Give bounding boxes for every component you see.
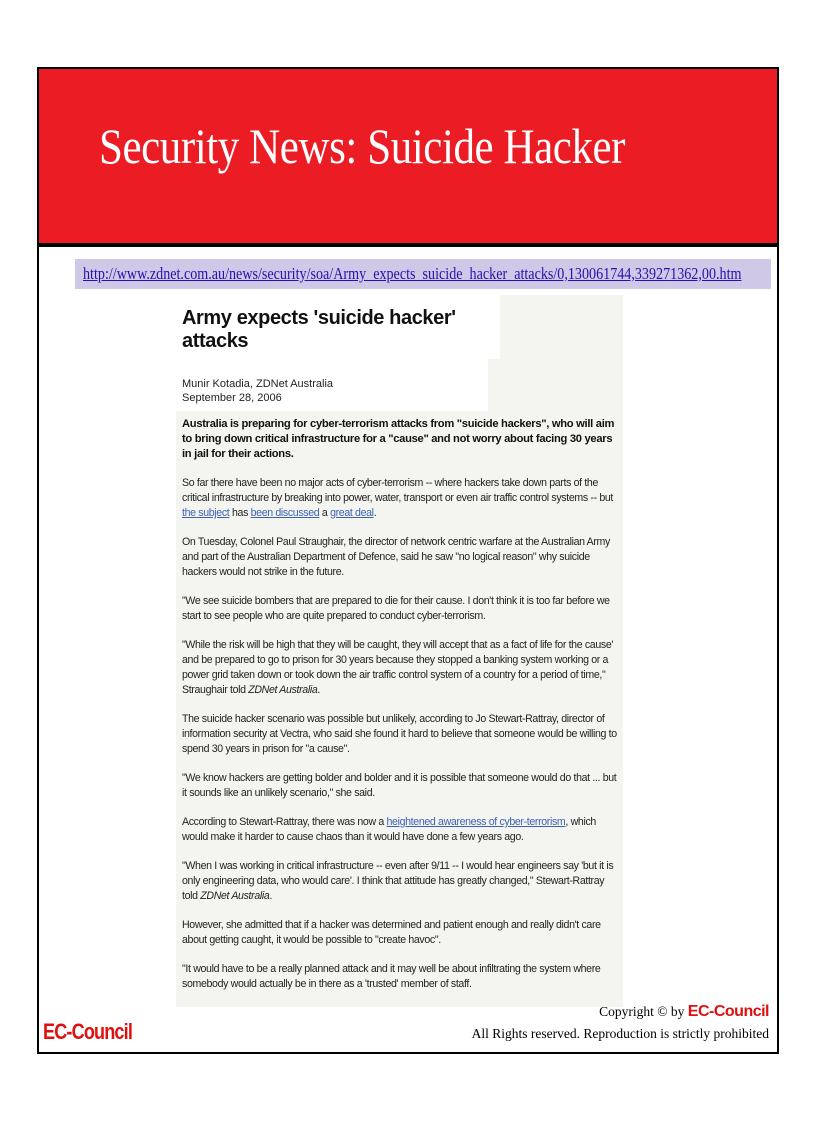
article-author: Munir Kotadia, ZDNet Australia: [182, 378, 334, 390]
article-paragraph-5: The suicide hacker scenario was possible but unlikely, according to Jo Stewart-Rattray, director of information security at Vectra, who said she found it hard to believe that someone would be willing to spend 30 years in prison for "a cause".: [182, 713, 617, 755]
paragraph-text: According to Stewart-Rattray, there was now a: [182, 816, 387, 828]
paragraph-text: , which would make it harder to cause chaos than it would have done a few years ago.: [182, 816, 596, 843]
paragraph-text: has: [229, 507, 251, 519]
article-paragraph-1: [182, 476, 617, 521]
article-paragraph-3: "We see suicide bombers that are prepared to die for their cause. I don't think it is too far before we start to see people who are quite prepared to conduct cyber-terrorism.: [182, 595, 610, 622]
publication-name: ZDNet Australia: [200, 890, 270, 902]
source-url-link[interactable]: http://www.zdnet.com.au/news/security/soa/Army_expects_suicide_hacker_attacks/0,130061744,339271362,00.htm: [83, 264, 742, 283]
article-clipping: [176, 295, 623, 1007]
headline-box: [176, 295, 500, 359]
paragraph-text: "While the risk will be high that they will be caught, they will accept that as a fact of life for the cause' and be prepared to go to prison for 30 years because they stopped a banking system working or a power grid taken down or took down the air traffic control system of a country for a period of time," Straughair told: [182, 639, 614, 696]
article-paragraph-4: [182, 638, 617, 698]
slide-title: Security News: Suicide Hacker: [99, 118, 626, 174]
title-banner: [39, 69, 777, 247]
paragraph-text: "When I was working in critical infrastructure -- even after 9/11 -- I would hear engineers say 'but it is only engineering data, who would care'. I think that attitude has greatly changed," Stewart-Rattray told: [182, 860, 614, 902]
rights-line: All Rights reserved. Reproduction is strictly prohibited: [471, 1026, 769, 1041]
link-great-deal[interactable]: great deal: [330, 507, 374, 519]
paragraph-text: .: [317, 684, 320, 696]
paragraph-text: .: [373, 507, 377, 519]
article-paragraph-7: [182, 815, 617, 845]
paragraph-text: So far there have been no major acts of cyber-terrorism -- where hackers take down parts of the critical infrastructure by breaking into power, water, transport or even air traffic control systems -- but: [182, 477, 614, 504]
source-url-bar: [75, 259, 771, 289]
link-been-discussed[interactable]: been discussed: [250, 507, 320, 519]
copyright-brand: EC-Council: [687, 1003, 769, 1020]
article-paragraph-9: However, she admitted that if a hacker was determined and patient enough and really didn't care about getting caught, it would be possible to "create havoc".: [182, 919, 601, 946]
link-heightened-awareness[interactable]: heightened awareness of cyber-terrorism: [386, 816, 566, 828]
paragraph-text: .: [269, 890, 272, 902]
copyright-line: [472, 1001, 769, 1023]
article-date: September 28, 2006: [182, 392, 282, 404]
article-paragraph-10: "It would have to be a really planned attack and it may well be about infiltrating the system where somebody would actually be in there as a 'trusted' member of staff.: [182, 963, 601, 990]
article-paragraph-6: "We know hackers are getting bolder and bolder and it is possible that someone would do that ... but it sounds like an unlikely scenario," she said.: [182, 772, 617, 799]
link-the-subject[interactable]: the subject: [182, 507, 230, 519]
article-headline: Army expects 'suicide hacker' attacks: [182, 307, 456, 352]
copyright-notice: [472, 1001, 769, 1045]
publication-name: ZDNet Australia: [248, 684, 318, 696]
article-paragraph-8: [182, 859, 617, 904]
article-paragraph-2: On Tuesday, Colonel Paul Straughair, the director of network centric warfare at the Australian Army and part of the Australian Department of Defence, said he saw "no logical reason" why suicide hackers would not strike in the future.: [182, 536, 610, 578]
byline: [176, 359, 488, 411]
ec-council-logo: EC-Council: [43, 1019, 133, 1044]
copyright-text: Copyright © by: [599, 1004, 688, 1019]
paragraph-text: a: [319, 507, 331, 519]
slide-frame: [37, 67, 779, 1054]
article-lead: Australia is preparing for cyber-terrorism attacks from "suicide hackers", who will aim to bring down critical infrastructure for a "cause" and not worry about facing 30 years in jail for their actions.: [182, 418, 615, 460]
